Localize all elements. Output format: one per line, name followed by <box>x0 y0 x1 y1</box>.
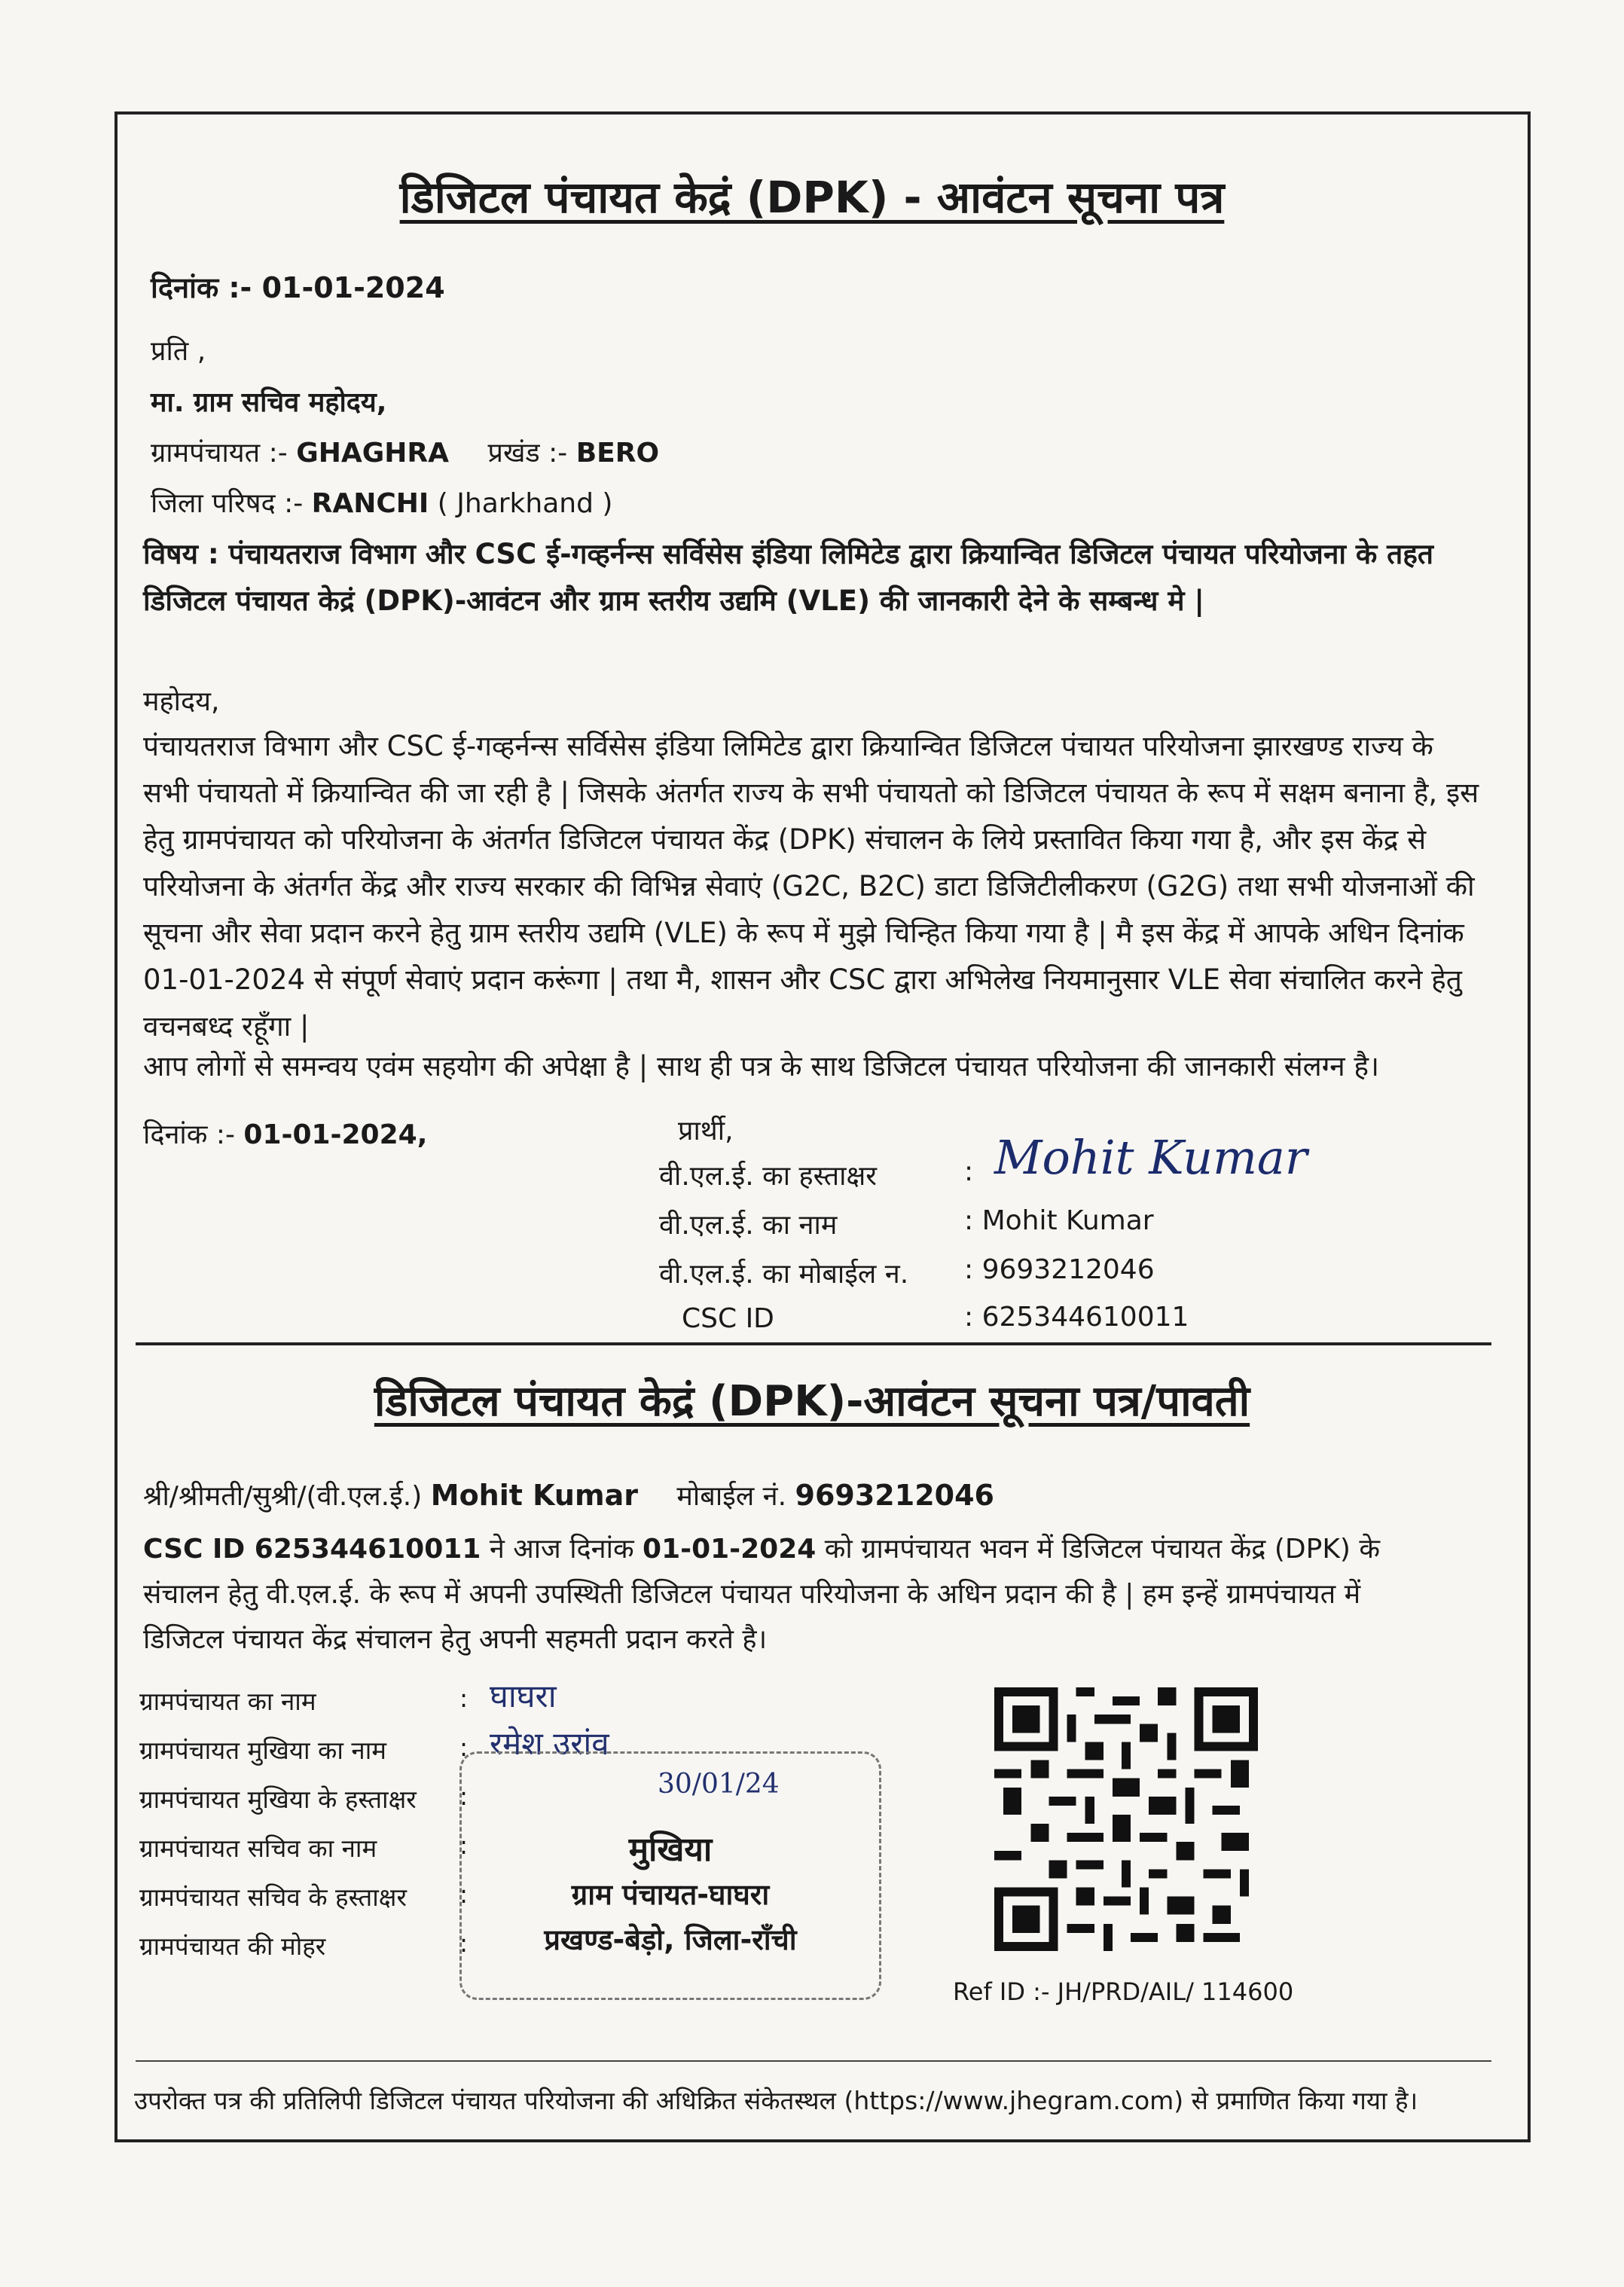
field-colon: : <box>459 1733 469 1762</box>
csc-text-1: ने आज दिनांक <box>489 1534 634 1565</box>
field-gp-name-label: ग्रामपंचायत का नाम <box>139 1687 316 1716</box>
addressee: मा. ग्राम सचिव महोदय, <box>151 387 387 418</box>
vle-name-label: वी.एल.ई. का नाम <box>659 1210 838 1241</box>
field-colon: : <box>459 1831 469 1860</box>
mobile-label: मोबाईल नं. <box>676 1481 787 1512</box>
csc-id: : 625344610011 <box>964 1302 1189 1333</box>
gp-value: GHAGHRA <box>296 438 450 469</box>
csc-line <box>143 1529 1380 1566</box>
handwritten-gp-name: घाघरा <box>490 1678 557 1714</box>
subject: विषय : पंचायतराज विभाग और CSC ई-गव्हर्नन्स सर्विसेस इंडिया लिमिटेड द्वारा क्रियान्वित डिजिटल पंचायत परियोजना के तहत डिजिटल पंचायत केद्रं (DPK)-आवंटन और ग्राम स्तरीय उद्यमि (VLE) की जानकारी देने के सम्बन्ध मे | <box>143 538 1433 617</box>
gp-label: ग्रामपंचायत :- <box>151 438 288 469</box>
name-prefix: श्री/श्रीमती/सुश्री/(वी.एल.ई.) <box>143 1481 423 1512</box>
handwritten-mukhiya-name: रमेश उरांव <box>490 1725 609 1762</box>
vle-name: : Mohit Kumar <box>964 1205 1154 1236</box>
mukhiya-stamp <box>459 1751 881 2000</box>
field-sachiv-name-label: ग्रामपंचायत सचिव का नाम <box>139 1834 377 1863</box>
csc-id-bottom: CSC ID 625344610011 <box>143 1534 481 1565</box>
bottom-title: डिजिटल पंचायत केद्रं (DPK)-आवंटन सूचना पत्र/पावती <box>374 1377 1250 1426</box>
top-date: दिनांक :- 01-01-2024 <box>151 271 445 304</box>
field-colon: : <box>459 1928 469 1958</box>
field-colon: : <box>459 1782 469 1811</box>
field-mukhiya-sign-label: ग्रामपंचायत मुखिया के हस्ताक्षर <box>139 1785 417 1814</box>
vle-line <box>143 1476 994 1513</box>
district-line <box>151 484 612 521</box>
stamp-title: मुखिया <box>628 1831 713 1869</box>
csc-text-2: को ग्रामपंचायत भवन में डिजिटल पंचायत केंद्र (DPK) के <box>824 1534 1381 1565</box>
body-paragraph: पंचायतराज विभाग और CSC ई-गव्हर्नन्स सर्विसेस इंडिया लिमिटेड द्वारा क्रियान्वित डिजिटल पंचायत परियोजना झारखण्ड राज्य के सभी पंचायतो में क्रियान्वित की जा रही है | जिसके अंतर्गत राज्य के सभी पंचायतो को डिजिटल पंचायत के रूप में सक्षम बनाना है, इस हेतु ग्रामपंचायत को परियोजना के अंतर्गत डिजिटल पंचायत केंद्र (DPK) संचालन के लिये प्रस्तावित किया गया है, और इस केंद्र से परियोजना के अंतर्गत केंद्र और राज्य सरकार की विभिन्न सेवाएं (G2C, B2C) डाटा डिजिटीलीकरण (G2G) तथा सभी योजनाओं की सूचना और सेवा प्रदान करने हेतु ग्राम स्तरीय उद्यमि (VLE) के रूप में मुझे चिन्हित किया गया है | मै इस केंद्र में आपके अधिन दिनांक 01-01-2024 से संपूर्ण सेवाएं प्रदान करूंगा | तथा मै, शासन और CSC द्वारा अभिलेख नियमानुसार VLE सेवा संचालित करने हेतु वचनबध्द रहूँगा | <box>143 730 1479 1043</box>
vle-sign-label: वी.एल.ई. का हस्ताक्षर <box>659 1161 878 1192</box>
applicant: प्रार्थी, <box>678 1116 734 1147</box>
field-sachiv-sign-label: ग्रामपंचायत सचिव के हस्ताक्षर <box>139 1882 407 1912</box>
field-mukhiya-name-label: ग्रामपंचायत मुखिया का नाम <box>139 1736 387 1765</box>
vle-sign-colon: : <box>964 1156 974 1187</box>
csc-date: 01-01-2024 <box>643 1534 817 1565</box>
field-seal-label: ग्रामपंचायत की मोहर <box>139 1931 326 1961</box>
stamp-panchayat: ग्राम पंचायत-घाघरा <box>571 1878 770 1911</box>
consent-line-2: संचालन हेतु वी.एल.ई. के रूप में अपनी उपस्थिती डिजिटल पंचायत परियोजना के अधिन प्रदान की है | हम इन्हें ग्रामपंचायत में <box>143 1579 1361 1610</box>
stamp-date: 30/01/24 <box>658 1769 780 1800</box>
field-colon: : <box>459 1879 469 1909</box>
vle-mobile: : 9693212046 <box>964 1254 1155 1285</box>
footer-note: उपरोक्त पत्र की प्रतिलिपी डिजिटल पंचायत परियोजना की अधिक्रित संकेतस्थल (https://www.jhegram.com) से प्रमाणित किया गया है। <box>134 2086 1418 2115</box>
date-value: 01-01-2024, <box>243 1119 428 1150</box>
vle-signature: Mohit Kumar <box>994 1130 1308 1185</box>
district-label: जिला परिषद :- <box>151 488 304 519</box>
block-label: प्रखंड :- <box>487 438 568 469</box>
stamp-block: प्रखण्ड-बेड़ो, जिला-राँची <box>544 1923 797 1956</box>
gp-line <box>151 433 659 470</box>
cooperation-line: आप लोगों से समन्वय एवंम सहयोग की अपेक्षा है | साथ ही पत्र के साथ डिजिटल पंचायत परियोजना की जानकारी संलग्न है। <box>143 1050 1380 1082</box>
consent-line-3: डिजिटल पंचायत केंद्र संचालन हेतु अपनी सहमती प्रदान करते है। <box>143 1624 768 1655</box>
section-divider <box>136 1342 1491 1345</box>
ref-id: Ref ID :- JH/PRD/AIL/ 114600 <box>953 1977 1294 2006</box>
bottom-date-line <box>143 1115 427 1152</box>
mobile-bottom: 9693212046 <box>795 1479 994 1512</box>
date-label: दिनांक :- <box>143 1119 235 1150</box>
top-title: डिजिटल पंचायत केद्रं (DPK) - आवंटन सूचना पत्र <box>399 172 1225 223</box>
state-name: ( Jharkhand ) <box>437 488 613 519</box>
footer-divider <box>136 2060 1491 2062</box>
salutation: महोदय, <box>143 686 220 717</box>
field-colon: : <box>459 1684 469 1713</box>
to-line: प्रति , <box>151 336 206 367</box>
csc-label: CSC ID <box>682 1303 774 1334</box>
qr-code <box>994 1687 1258 1951</box>
block-value: BERO <box>575 438 660 469</box>
vle-name-bottom: Mohit Kumar <box>430 1479 638 1512</box>
vle-mobile-label: वी.एल.ई. का मोबाईल न. <box>659 1259 909 1290</box>
district-value: RANCHI <box>311 488 429 519</box>
